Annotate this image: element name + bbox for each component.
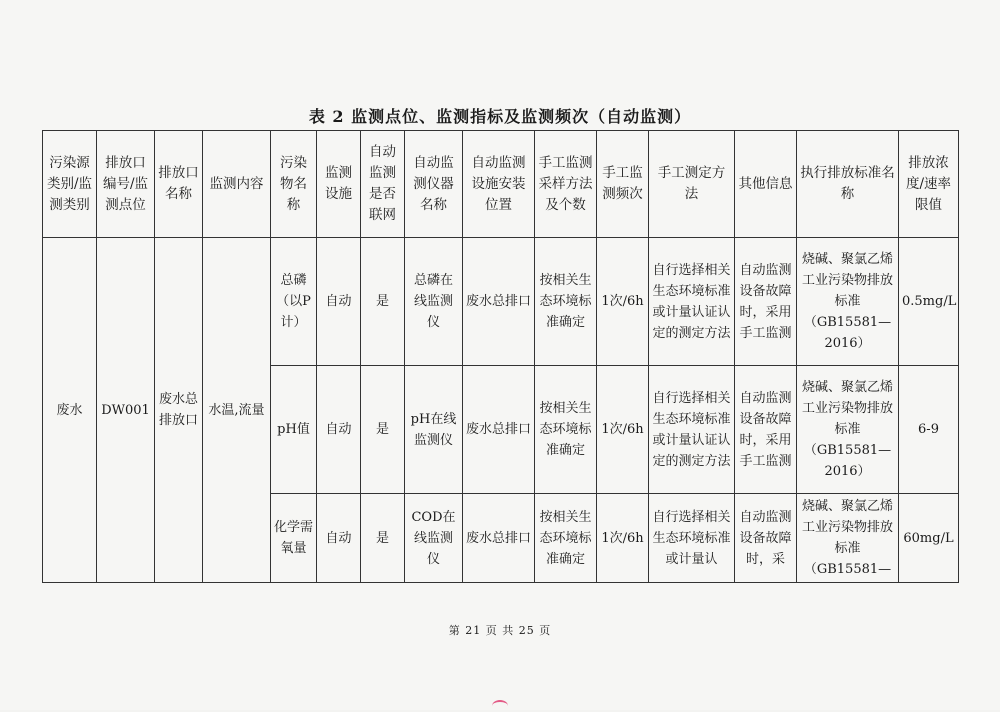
header-cell: 执行排放标准名称 <box>797 131 899 238</box>
standard-cell: 烧碱、聚氯乙烯工业污染物排放标准（GB15581— <box>797 494 899 583</box>
frequency-cell: 1次/6h <box>597 494 649 583</box>
location-cell: 废水总排口 <box>463 494 535 583</box>
header-cell: 其他信息 <box>735 131 797 238</box>
header-cell: 手工测定方法 <box>649 131 735 238</box>
frequency-cell: 1次/6h <box>597 238 649 366</box>
networked-cell: 是 <box>361 494 405 583</box>
sampling-cell: 按相关生态环境标准确定 <box>535 494 597 583</box>
header-cell: 自动监测仪器名称 <box>405 131 463 238</box>
seal-mark <box>492 700 508 712</box>
category-cell: 废水 <box>43 238 97 583</box>
outlet-name-cell: 废水总排放口 <box>155 238 203 583</box>
outlet-code-cell: DW001 <box>97 238 155 583</box>
monitoring-table <box>42 130 959 583</box>
networked-cell: 是 <box>361 238 405 366</box>
header-cell: 监测内容 <box>203 131 271 238</box>
header-cell: 污染源类别/监测类别 <box>43 131 97 238</box>
sampling-cell: 按相关生态环境标准确定 <box>535 366 597 494</box>
table-caption: 表 2 监测点位、监测指标及监测频次（自动监测） <box>308 107 692 126</box>
location-cell: 废水总排口 <box>463 366 535 494</box>
header-cell: 监测设施 <box>317 131 361 238</box>
facility-cell: 自动 <box>317 238 361 366</box>
standard-cell: 烧碱、聚氯乙烯工业污染物排放标准（GB15581—2016） <box>797 366 899 494</box>
monitoring-content-cell: 水温,流量 <box>203 238 271 583</box>
instrument-cell: COD在线监测仪 <box>405 494 463 583</box>
limit-cell: 0.5mg/L <box>899 238 959 366</box>
other-info-cell: 自动监测设备故障时，采 <box>735 494 797 583</box>
header-cell: 手工监测采样方法及个数 <box>535 131 597 238</box>
limit-cell: 60mg/L <box>899 494 959 583</box>
header-row <box>43 131 959 238</box>
header-cell: 自动监测设施安装位置 <box>463 131 535 238</box>
method-cell: 自行选择相关生态环境标准或计量认证认定的测定方法 <box>649 366 735 494</box>
header-cell: 排放口名称 <box>155 131 203 238</box>
facility-cell: 自动 <box>317 494 361 583</box>
pollutant-cell: pH值 <box>271 366 317 494</box>
facility-cell: 自动 <box>317 366 361 494</box>
standard-cell: 烧碱、聚氯乙烯工业污染物排放标准（GB15581—2016） <box>797 238 899 366</box>
frequency-cell: 1次/6h <box>597 366 649 494</box>
table-row <box>43 238 959 366</box>
location-cell: 废水总排口 <box>463 238 535 366</box>
method-cell: 自行选择相关生态环境标准或计量认证认定的测定方法 <box>649 238 735 366</box>
instrument-cell: pH在线监测仪 <box>405 366 463 494</box>
other-info-cell: 自动监测设备故障时，采用手工监测 <box>735 238 797 366</box>
header-cell: 手工监测频次 <box>597 131 649 238</box>
header-cell: 排放浓度/速率限值 <box>899 131 959 238</box>
networked-cell: 是 <box>361 366 405 494</box>
other-info-cell: 自动监测设备故障时，采用手工监测 <box>735 366 797 494</box>
instrument-cell: 总磷在线监测仪 <box>405 238 463 366</box>
page-number: 第 21 页 共 25 页 <box>448 624 552 637</box>
limit-cell: 6-9 <box>899 366 959 494</box>
header-cell: 自动监测是否联网 <box>361 131 405 238</box>
sampling-cell: 按相关生态环境标准确定 <box>535 238 597 366</box>
method-cell: 自行选择相关生态环境标准或计量认 <box>649 494 735 583</box>
pollutant-cell: 化学需氧量 <box>271 494 317 583</box>
pollutant-cell: 总磷（以P计） <box>271 238 317 366</box>
header-cell: 污染物名称 <box>271 131 317 238</box>
header-cell: 排放口编号/监测点位 <box>97 131 155 238</box>
